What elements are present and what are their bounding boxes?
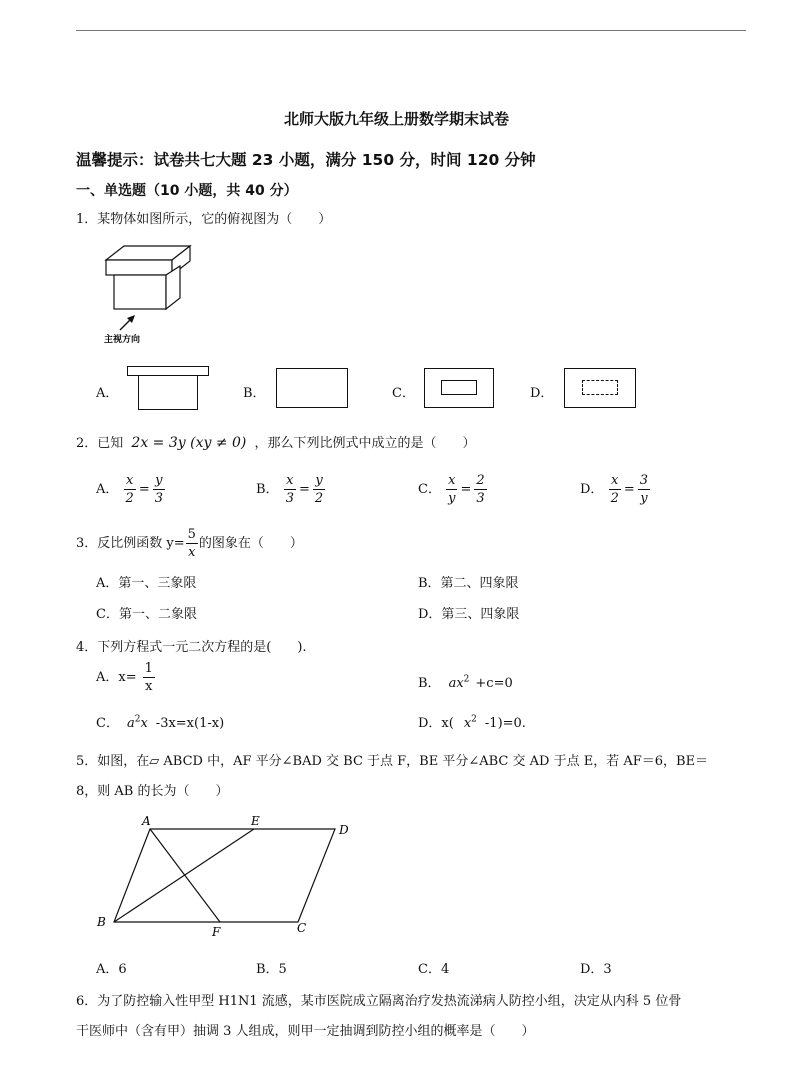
q2-stem [76,432,476,451]
q4-option-a[interactable]: A．x= $\frac{1}{x}$ [96,661,153,694]
point-b-label: B [97,915,106,929]
q6-stem-line1: 6．为了防控输入性甲型 H1N1 流感，某市医院成立隔离治疗发热流涕病人防控小组，决定从内科 5 位骨 [76,994,682,1009]
q5-parallelogram-figure [90,812,360,942]
top-rule [76,30,746,31]
q4-option-d[interactable]: D．x( $x^2$ -1)=0. [418,714,526,731]
q3-option-c[interactable]: C．第一、二象限 [96,607,197,622]
q2-option-a-label: A． [96,482,119,497]
q2-option-a[interactable]: A． $\frac{x}{2}$ = $\frac{y}{3}$ [96,473,163,506]
q4-option-b[interactable]: B． $ax^2 +c=0$ [418,674,513,691]
q3-option-a[interactable]: A．第一、三象限 [96,576,197,591]
q2-condition: 2x = 3y (xy ≠ 0) [131,435,247,451]
q2-option-d[interactable]: D． $\frac{x}{2}$ = $\frac{3}{y}$ [580,473,649,506]
q1-option-b-label: B． [243,386,266,401]
point-c-label: C [297,921,307,935]
q2-stem-pre: 2．已知 [76,436,124,451]
q1-option-c-label: C． [392,386,415,401]
q1-stem: 1．某物体如图所示，它的俯视图为（ ） [76,212,332,227]
q1-option-d-label: D． [530,386,554,401]
q3-stem: 3．反比例函数 y= $\frac{5}{x}$ 的图象在（ ） [76,527,303,560]
q2-stem-post: ，那么下列比例式中成立的是（ ） [254,436,476,451]
q5-stem-line2: 8，则 AB 的长为（ ） [76,784,229,799]
point-a-label: A [142,814,151,828]
q3-stem-pre: 3．反比例函数 y= [76,536,185,551]
q2-option-c-label: C． [418,482,441,497]
q1-option-a-label: A． [96,386,119,401]
q5-stem-line1: 5．如图，在▱ ABCD 中，AF 平分∠BAD 交 BC 于点 F，BE 平分∠ABC 交 AD 于点 E，若 AF＝6，BE＝ [76,754,709,769]
q1-figure-caption: 主视方向 [104,335,141,345]
q5-option-a[interactable]: A．6 [96,962,127,977]
q2-option-c[interactable]: C． $\frac{x}{y}$ = $\frac{2}{3}$ [418,473,485,506]
q1-option-c-figure[interactable] [424,368,494,408]
point-d-label: D [339,823,349,837]
point-e-label: E [251,814,260,828]
q3-option-d[interactable]: D．第三、四象限 [418,607,520,622]
q1-option-b-figure[interactable] [276,368,348,408]
q4-option-c[interactable]: C． $a^2x$ -3x=x(1-x) [96,714,225,731]
q3-stem-post: 的图象在（ ） [198,536,303,551]
q5-option-c[interactable]: C．4 [418,962,450,977]
section-heading: 一、单选题（10 小题，共 40 分） [76,183,298,199]
q6-stem-line2: 干医师中（含有甲）抽调 3 人组成，则甲一定抽调到防控小组的概率是（ ） [76,1024,535,1039]
q1-option-a-figure[interactable] [127,366,209,410]
q5-option-d[interactable]: D．3 [580,962,612,977]
q2-option-d-label: D． [580,482,604,497]
q4-stem: 4．下列方程式一元二次方程的是( ). [76,640,307,655]
q1-option-d-figure[interactable] [564,368,636,408]
page-title: 北师大版九年级上册数学期末试卷 [283,110,509,128]
q1-figure [96,238,206,348]
point-f-label: F [212,925,221,939]
q5-option-b[interactable]: B．5 [256,962,287,977]
q2-option-b[interactable]: B． $\frac{x}{3}$ = $\frac{y}{2}$ [256,473,324,506]
exam-tip: 温馨提示：试卷共七大题 23 小题，满分 150 分，时间 120 分钟 [76,151,536,169]
q2-option-b-label: B． [256,482,279,497]
q3-option-b[interactable]: B．第二、四象限 [418,576,519,591]
